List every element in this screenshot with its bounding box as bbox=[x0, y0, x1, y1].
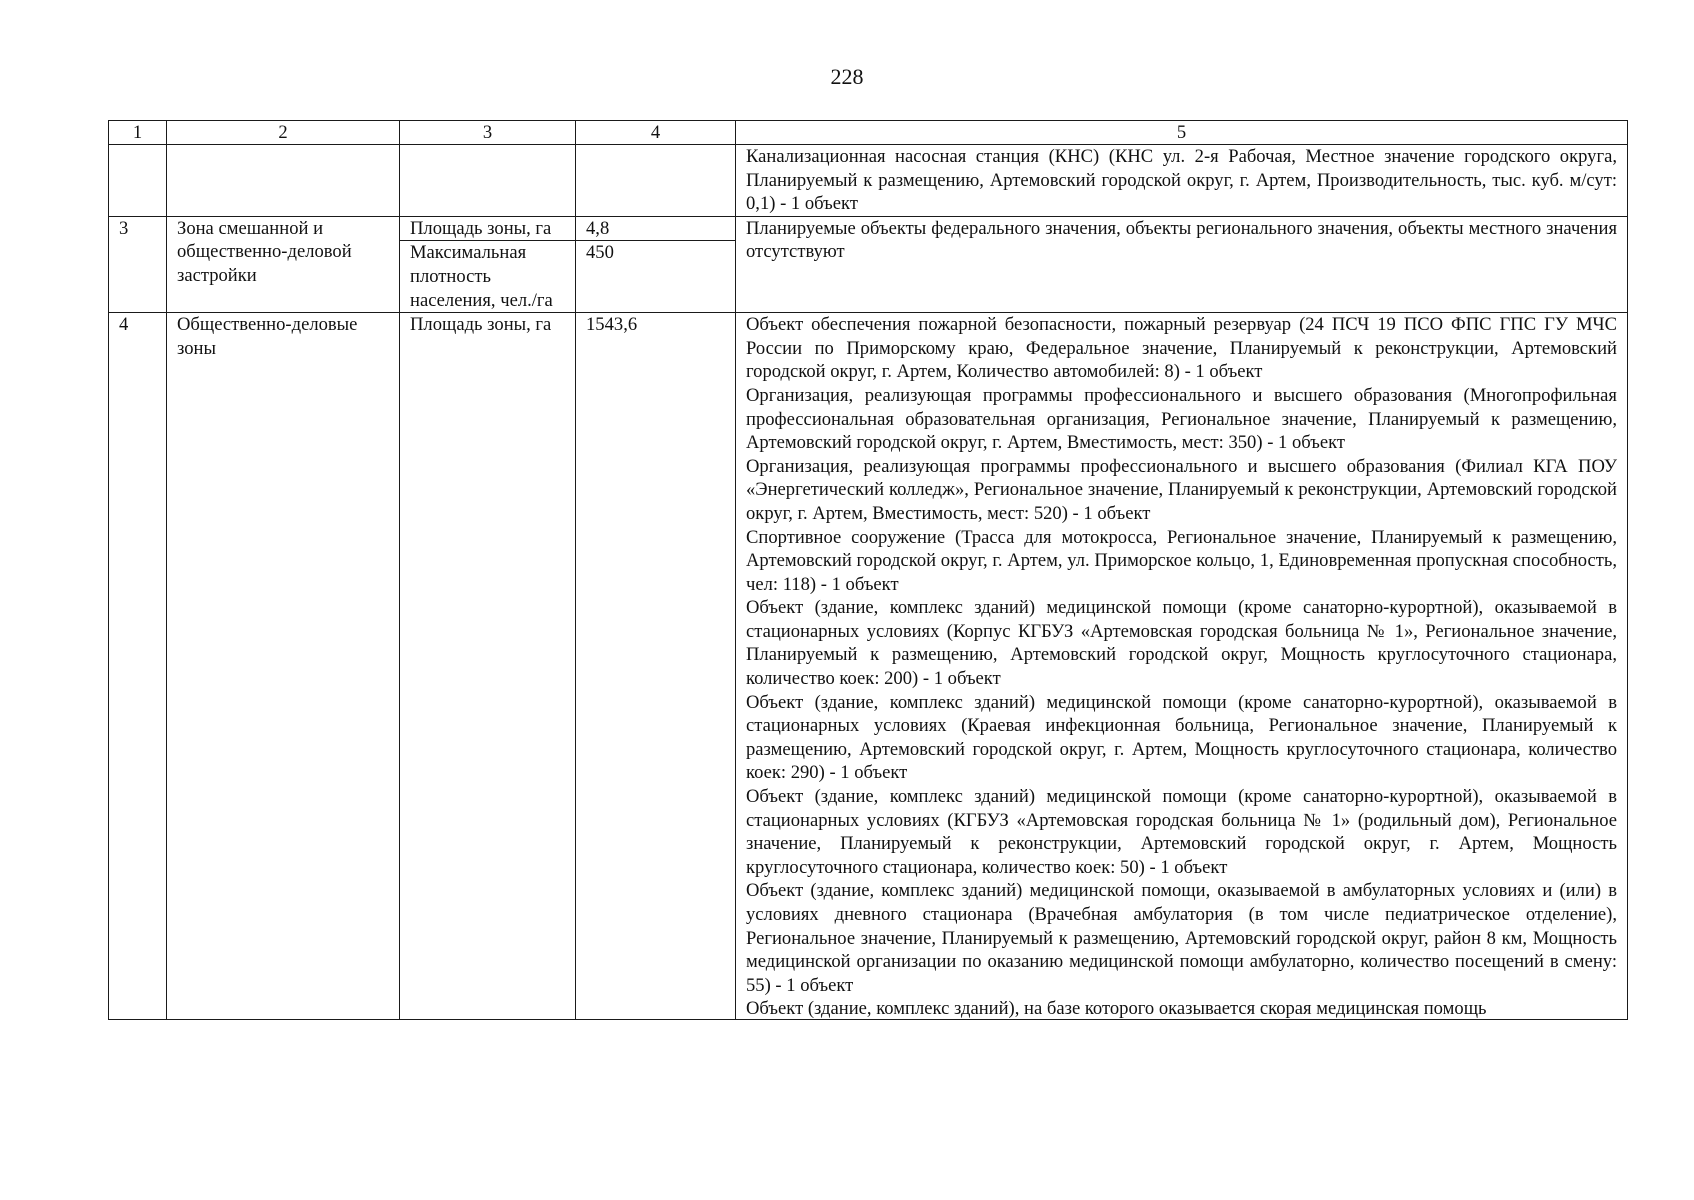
planned-object-text: Объект (здание, комплекс зданий) медицинской помощи (кроме санаторно-курортной), оказываемой в стационарных условиях (КГБУЗ «Артемовская городская больница № 1» (родильный дом), Региональное значение, Планируемый к реконструкции, Артемовский городской округ, г. Артем, Мощность круглосуточного стационара, количество коек: 50) - 1 объект bbox=[746, 786, 1617, 878]
planned-objects-cell bbox=[736, 216, 1628, 312]
column-header: 4 bbox=[576, 121, 736, 145]
planned-object-text: Объект (здание, комплекс зданий), на базе которого оказывается скорая медицинская помощь bbox=[746, 998, 1487, 1020]
table-row bbox=[109, 216, 1628, 241]
table-header-row bbox=[109, 121, 1628, 145]
parameter-value-cell: 1543,6 bbox=[576, 313, 736, 1020]
row-number-cell: 4 bbox=[109, 313, 167, 1020]
column-header: 1 bbox=[109, 121, 167, 145]
parameter-name-cell: Площадь зоны, га bbox=[400, 313, 576, 1020]
planned-object-text: Спортивное сооружение (Трасса для мотокросса, Региональное значение, Планируемый к размещению, Артемовский городской округ, г. Артем, ул. Приморское кольцо, 1, Единовременная пропускная способность, чел: 118) - 1 объект bbox=[746, 526, 1617, 595]
row-number-cell bbox=[109, 145, 167, 217]
row-number-cell: 3 bbox=[109, 216, 167, 312]
zone-name-cell: Зона смешанной и общественно-деловой застройки bbox=[167, 216, 400, 312]
planned-objects-cell bbox=[736, 313, 1628, 1020]
parameter-name-cell: Максимальная плотность населения, чел./га bbox=[400, 241, 576, 313]
page-number: 228 bbox=[830, 64, 864, 89]
parameter-value-cell: 450 bbox=[576, 241, 736, 313]
parameter-value-cell: 4,8 bbox=[576, 216, 736, 241]
planned-object-text: Организация, реализующая программы профессионального и высшего образования (Многопрофильная профессиональная образовательная организация, Региональное значение, Планируемый к размещению, Артемовский городской округ, г. Артем, Вместимость, мест: 350) - 1 объект bbox=[746, 384, 1617, 454]
parameter-value-cell bbox=[576, 145, 736, 217]
parameter-name-cell bbox=[400, 145, 576, 217]
planned-object-text: Объект (здание, комплекс зданий) медицинской помощи (кроме санаторно-курортной), оказываемой в стационарных условиях (Краевая инфекционная больница, Региональное значение, Планируемый к размещению, Артемовский городской округ, г. Артем, Мощность круглосуточного стационара, количество коек: 290) - 1 объект bbox=[746, 691, 1617, 784]
planned-object-text: Канализационная насосная станция (КНС) (КНС ул. 2-я Рабочая, Местное значение городского округа, Планируемый к размещению, Артемовский городской округ, г. Артем, Производительность, тыс. куб. м/сут: 0,1) - 1 объект bbox=[746, 146, 1617, 215]
planned-object-text: Объект (здание, комплекс зданий) медицинской помощи (кроме санаторно-курортной), оказываемой в стационарных условиях (Корпус КГБУЗ «Артемовская городская больница № 1», Региональное значение, Планируемый к размещению, Артемовский городской округ, Мощность круглосуточного стационара, количество коек: 200) - 1 объект bbox=[746, 597, 1617, 690]
planned-objects-cell bbox=[736, 145, 1628, 217]
table-row bbox=[109, 145, 1628, 217]
zone-name-cell: Общественно-деловые зоны bbox=[167, 313, 400, 1020]
planned-object-text: Планируемые объекты федерального значения, объекты регионального значения, объекты местного значения отсутствуют bbox=[746, 217, 1617, 263]
column-header: 5 bbox=[736, 121, 1628, 145]
table-row bbox=[109, 313, 1628, 1020]
column-header: 2 bbox=[167, 121, 400, 145]
parameter-name-cell: Площадь зоны, га bbox=[400, 216, 576, 241]
planned-object-text: Организация, реализующая программы профессионального и высшего образования (Филиал КГА ПОУ «Энергетический колледж», Региональное значение, Планируемый к реконструкции, Артемовский городской округ, г. Артем, Вместимость, мест: 520) - 1 объект bbox=[746, 455, 1617, 524]
planned-object-text: Объект обеспечения пожарной безопасности, пожарный резервуар (24 ПСЧ 19 ПСО ФПС ГПС ГУ МЧС России по Приморскому краю, Федеральное значение, Планируемый к реконструкции, Артемовский городской округ, г. Артем, Количество автомобилей: 8) - 1 объект bbox=[746, 314, 1617, 383]
column-header: 3 bbox=[400, 121, 576, 145]
zone-name-cell bbox=[167, 145, 400, 217]
zones-table bbox=[108, 120, 1628, 1020]
planned-object-text: Объект (здание, комплекс зданий) медицинской помощи, оказываемой в амбулаторных условиях и (или) в условиях дневного стационара (Врачебная амбулатория (в том числе педиатрическое отделение), Региональное значение, Планируемый к размещению, Артемовский городской округ, район 8 км, Мощность медицинской организации по оказанию медицинской помощи амбулаторно, количество посещений в смену: 55) - 1 объект bbox=[746, 880, 1617, 996]
